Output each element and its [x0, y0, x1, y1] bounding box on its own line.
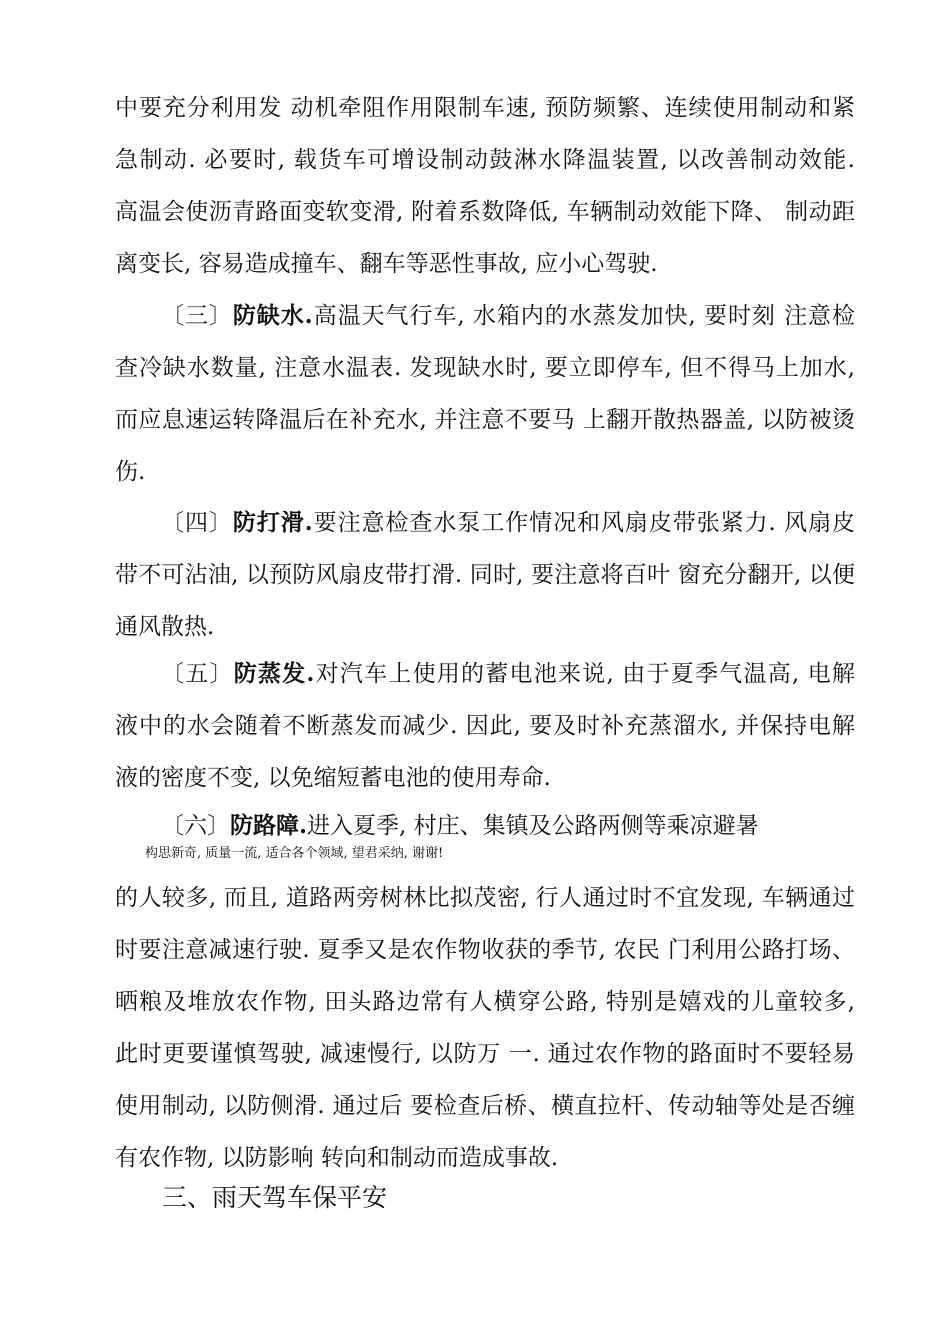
text-line: 时要注意减速行驶. 夏季又是农作物收获的季节, 农民 门利用公路打场、	[115, 937, 855, 963]
item-label: 〔六〕	[161, 813, 230, 839]
item-label: 〔三〕	[161, 303, 233, 329]
paragraph-braking	[115, 82, 855, 290]
text-line: 伤.	[115, 459, 146, 485]
section-heading: 三、雨天驾车保平安	[162, 1183, 388, 1212]
text-line: 液的密度不变, 以免缩短蓄电池的使用寿命.	[115, 765, 551, 791]
text-line: 带不可沾油, 以预防风扇皮带打滑. 同时, 要注意将百叶 窗充分翻开, 以便	[115, 562, 855, 588]
page-footer-note: 构思新奇, 质量一流, 适合各个领域, 望君采纳, 谢谢!	[145, 846, 444, 861]
text-line: 而应息速运转降温后在补充水, 并注意不要马 上翻开散热器盖, 以防被烫	[115, 407, 855, 433]
text-line: 通风散热.	[115, 614, 215, 640]
text-line: 高温会使沥青路面变软变滑, 附着系数降低, 车辆制动效能下降、 制动距	[115, 199, 855, 225]
paragraph-obstacles-start	[115, 802, 855, 850]
paragraph-first-line	[115, 648, 855, 700]
text-line: 使用制动, 以防侧滑. 通过后 要检查后桥、横直拉杆、传动轴等处是否缠	[115, 1093, 855, 1119]
item-label: 〔四〕	[161, 510, 233, 536]
paragraph-first-line	[115, 497, 855, 549]
item-label: 〔五〕	[161, 661, 234, 687]
text-line: 的人较多, 而且, 道路两旁树林比拟茂密, 行人通过时不宜发现, 车辆通过	[115, 885, 855, 911]
text-line: 此时更要谨慎驾驶, 减速慢行, 以防万 一. 通过农作物的路面时不要轻易	[115, 1041, 855, 1067]
paragraph-obstacles-continued	[115, 872, 855, 1184]
text-line: 液中的水会随着不断蒸发而减少. 因此, 要及时补充蒸溜水, 并保持电解	[115, 713, 855, 739]
text-line: 有农作物, 以防影响 转向和制动而造成事故.	[115, 1145, 559, 1171]
item-keyword: 防路障.	[230, 812, 308, 839]
item-keyword: 防打滑.	[232, 509, 313, 536]
item-keyword: 防缺水.	[232, 302, 313, 329]
paragraph-water-shortage	[115, 290, 855, 498]
text-run: 进入夏季, 村庄、集镇及公路两侧等乘凉避暑	[307, 813, 759, 839]
paragraph-slipping	[115, 497, 855, 653]
paragraph-first-line	[115, 290, 855, 342]
text-run: 对汽车上使用的蓄电池来说, 由于夏季气温高, 电解	[314, 661, 856, 687]
text-line: 查冷缺水数量, 注意水温表. 发现缺水时, 要立即停车, 但不得马上加水,	[115, 355, 855, 381]
text-line: 离变长, 容易造成撞车、翻车等恶性事故, 应小心驾驶.	[115, 251, 658, 277]
paragraph-evaporation	[115, 648, 855, 804]
text-line: 急制动. 必要时, 载货车可增设制动鼓淋水降温装置, 以改善制动效能.	[115, 147, 855, 173]
text-run: 要注意检查水泵工作情况和风扇皮带张紧力. 风扇皮	[312, 510, 856, 536]
item-keyword: 防蒸发.	[233, 660, 315, 687]
paragraph-first-line	[115, 802, 855, 850]
text-run: 高温天气行车, 水箱内的水蒸发加快, 要时刻 注意检	[312, 303, 855, 329]
text-line: 中要充分利用发 动机牵阻作用限制车速, 预防频繁、连续使用制动和紧	[115, 95, 855, 121]
text-line: 晒粮及堆放农作物, 田头路边常有人横穿公路, 特别是嬉戏的儿童较多,	[115, 989, 855, 1015]
